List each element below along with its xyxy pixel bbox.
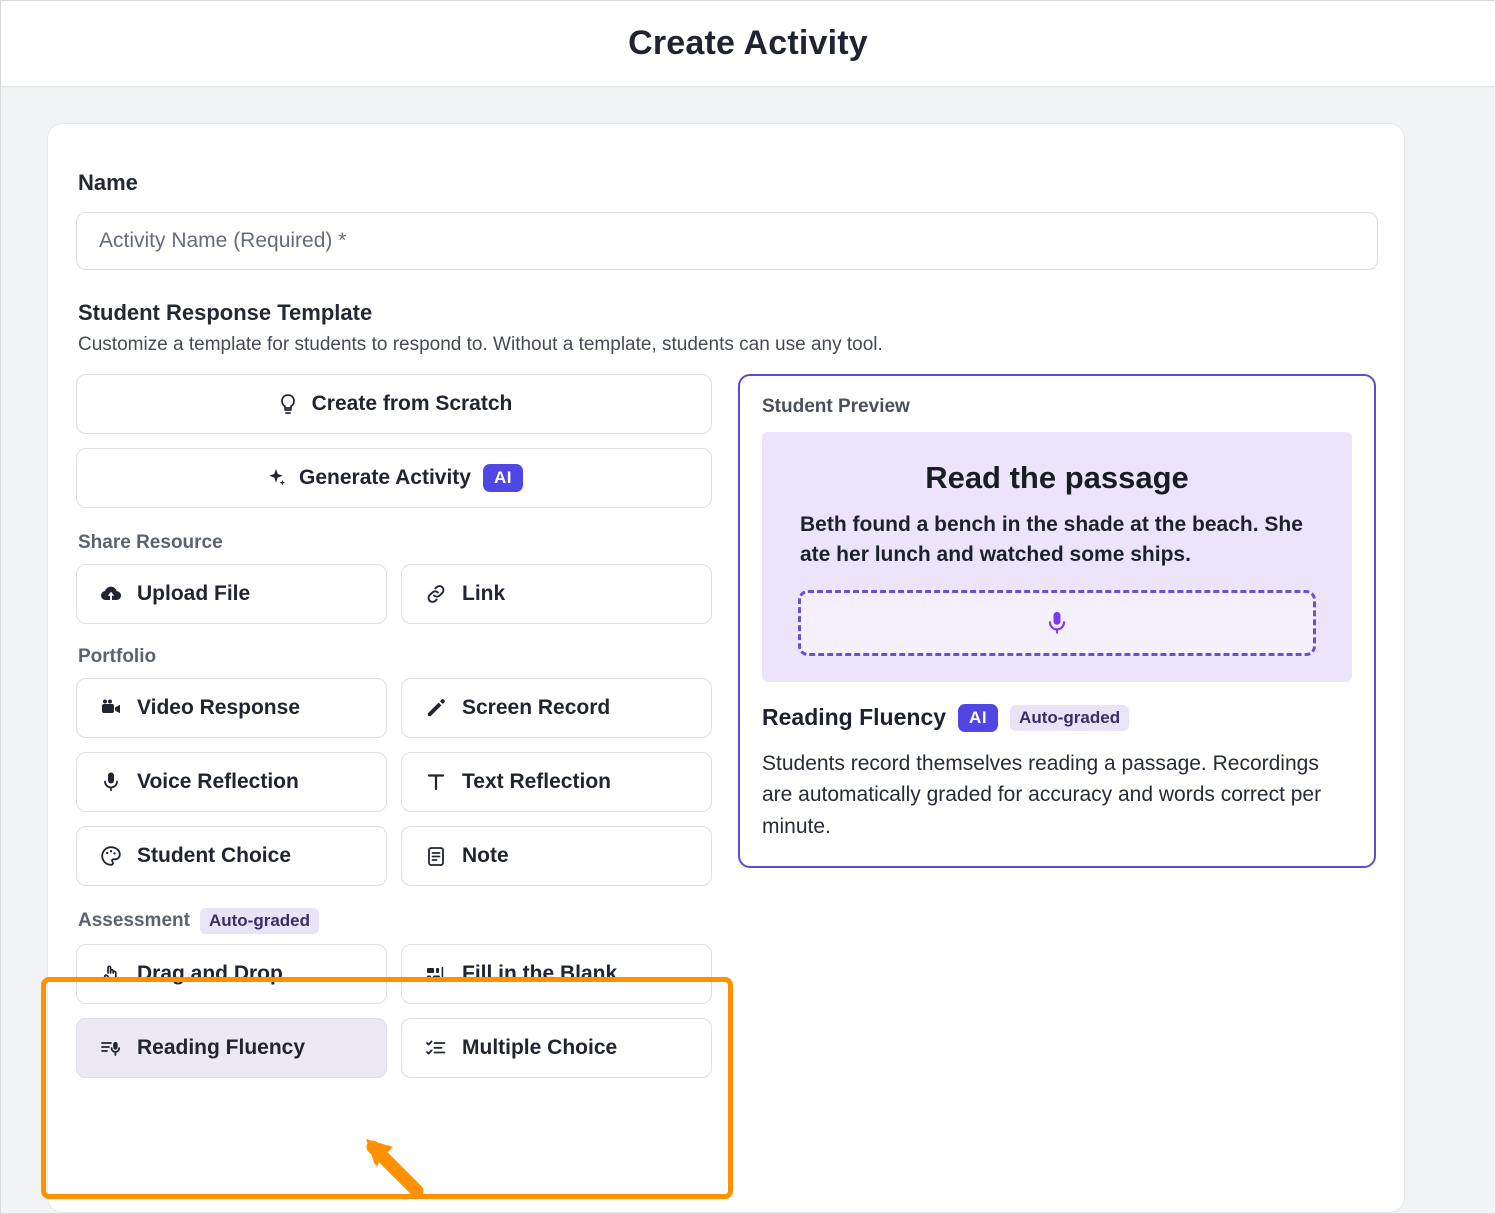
preview-heading: Read the passage: [925, 460, 1189, 495]
fill-blank-icon: [424, 962, 448, 986]
window-titlebar: [1, 1, 1495, 87]
screen-record-label: Screen Record: [462, 696, 611, 719]
sparkle-icon: [265, 467, 287, 489]
text-reflection-button[interactable]: [401, 752, 712, 812]
portfolio-group-label: [78, 646, 712, 668]
reading-fluency-label: Reading Fluency: [137, 1036, 306, 1059]
lightbulb-icon: [276, 392, 300, 416]
assessment-title: Assessment: [78, 910, 190, 931]
student-response-template-description: Customize a template for students to respond to. Without a template, students can use any tool.: [78, 334, 883, 355]
multiple-choice-button[interactable]: [401, 1018, 712, 1078]
activity-form-card: [47, 123, 1405, 1213]
note-button[interactable]: [401, 826, 712, 886]
checklist-icon: [424, 1036, 448, 1060]
create-from-scratch-button[interactable]: [76, 374, 712, 434]
share-resource-group: [76, 564, 712, 624]
share-resource-group-label: [78, 532, 712, 554]
assessment-group: [76, 944, 712, 1078]
preview-description: Students record themselves reading a passage. Recordings are automatically graded for accuracy and words correct per minute.: [762, 751, 1322, 838]
notepad-icon: [424, 844, 448, 868]
reading-mic-icon: [99, 1036, 123, 1060]
multiple-choice-label: Multiple Choice: [462, 1036, 618, 1059]
page-title: Create Activity: [628, 24, 868, 62]
share-resource-title: Share Resource: [78, 532, 223, 553]
upload-file-button[interactable]: [76, 564, 387, 624]
student-preview-column: [738, 374, 1376, 868]
drag-and-drop-label: Drag and Drop: [137, 962, 283, 985]
auto-graded-pill: Auto-graded: [200, 908, 319, 934]
video-response-label: Video Response: [137, 696, 300, 719]
link-label: Link: [462, 582, 506, 605]
preview-activity-type: Reading Fluency: [762, 704, 947, 731]
voice-reflection-label: Voice Reflection: [137, 770, 299, 793]
auto-graded-pill: Auto-graded: [1010, 705, 1129, 731]
fill-in-the-blank-button[interactable]: [401, 944, 712, 1004]
student-choice-button[interactable]: [76, 826, 387, 886]
video-camera-icon: [99, 696, 123, 720]
ai-badge: AI: [958, 704, 998, 732]
microphone-icon: [99, 770, 123, 794]
student-response-template-label: Student Response Template: [78, 300, 373, 325]
upload-icon: [99, 582, 123, 606]
name-label: Name: [78, 170, 138, 195]
generate-activity-label: Generate Activity: [299, 466, 471, 489]
pen-icon: [424, 696, 448, 720]
student-preview-panel: [738, 374, 1376, 868]
text-reflection-label: Text Reflection: [462, 770, 611, 793]
preview-passage-text: Beth found a bench in the shade at the beach. She ate her lunch and watched some ships.: [800, 513, 1303, 566]
voice-reflection-button[interactable]: [76, 752, 387, 812]
hand-drag-icon: [99, 962, 123, 986]
reading-fluency-button[interactable]: [76, 1018, 387, 1078]
portfolio-title: Portfolio: [78, 646, 157, 667]
link-button[interactable]: [401, 564, 712, 624]
generate-activity-button[interactable]: [76, 448, 712, 508]
template-options-column: [76, 374, 712, 1078]
screen-record-button[interactable]: [401, 678, 712, 738]
link-icon: [424, 582, 448, 606]
upload-file-label: Upload File: [137, 582, 251, 605]
fill-in-the-blank-label: Fill in the Blank: [462, 962, 618, 985]
microphone-icon: [1043, 609, 1071, 637]
video-response-button[interactable]: [76, 678, 387, 738]
preview-meta-row: [762, 704, 1352, 732]
create-from-scratch-label: Create from Scratch: [311, 392, 513, 415]
preview-activity-card: [762, 432, 1352, 682]
portfolio-group: [76, 678, 712, 886]
ai-badge: AI: [483, 464, 523, 492]
note-label: Note: [462, 844, 509, 867]
student-preview-label: Student Preview: [762, 396, 910, 417]
student-choice-label: Student Choice: [137, 844, 292, 867]
drag-and-drop-button[interactable]: [76, 944, 387, 1004]
preview-record-area[interactable]: [798, 590, 1316, 656]
text-t-icon: [424, 770, 448, 794]
assessment-group-label: [78, 908, 712, 934]
activity-name-input[interactable]: [76, 212, 1378, 270]
palette-icon: [99, 844, 123, 868]
